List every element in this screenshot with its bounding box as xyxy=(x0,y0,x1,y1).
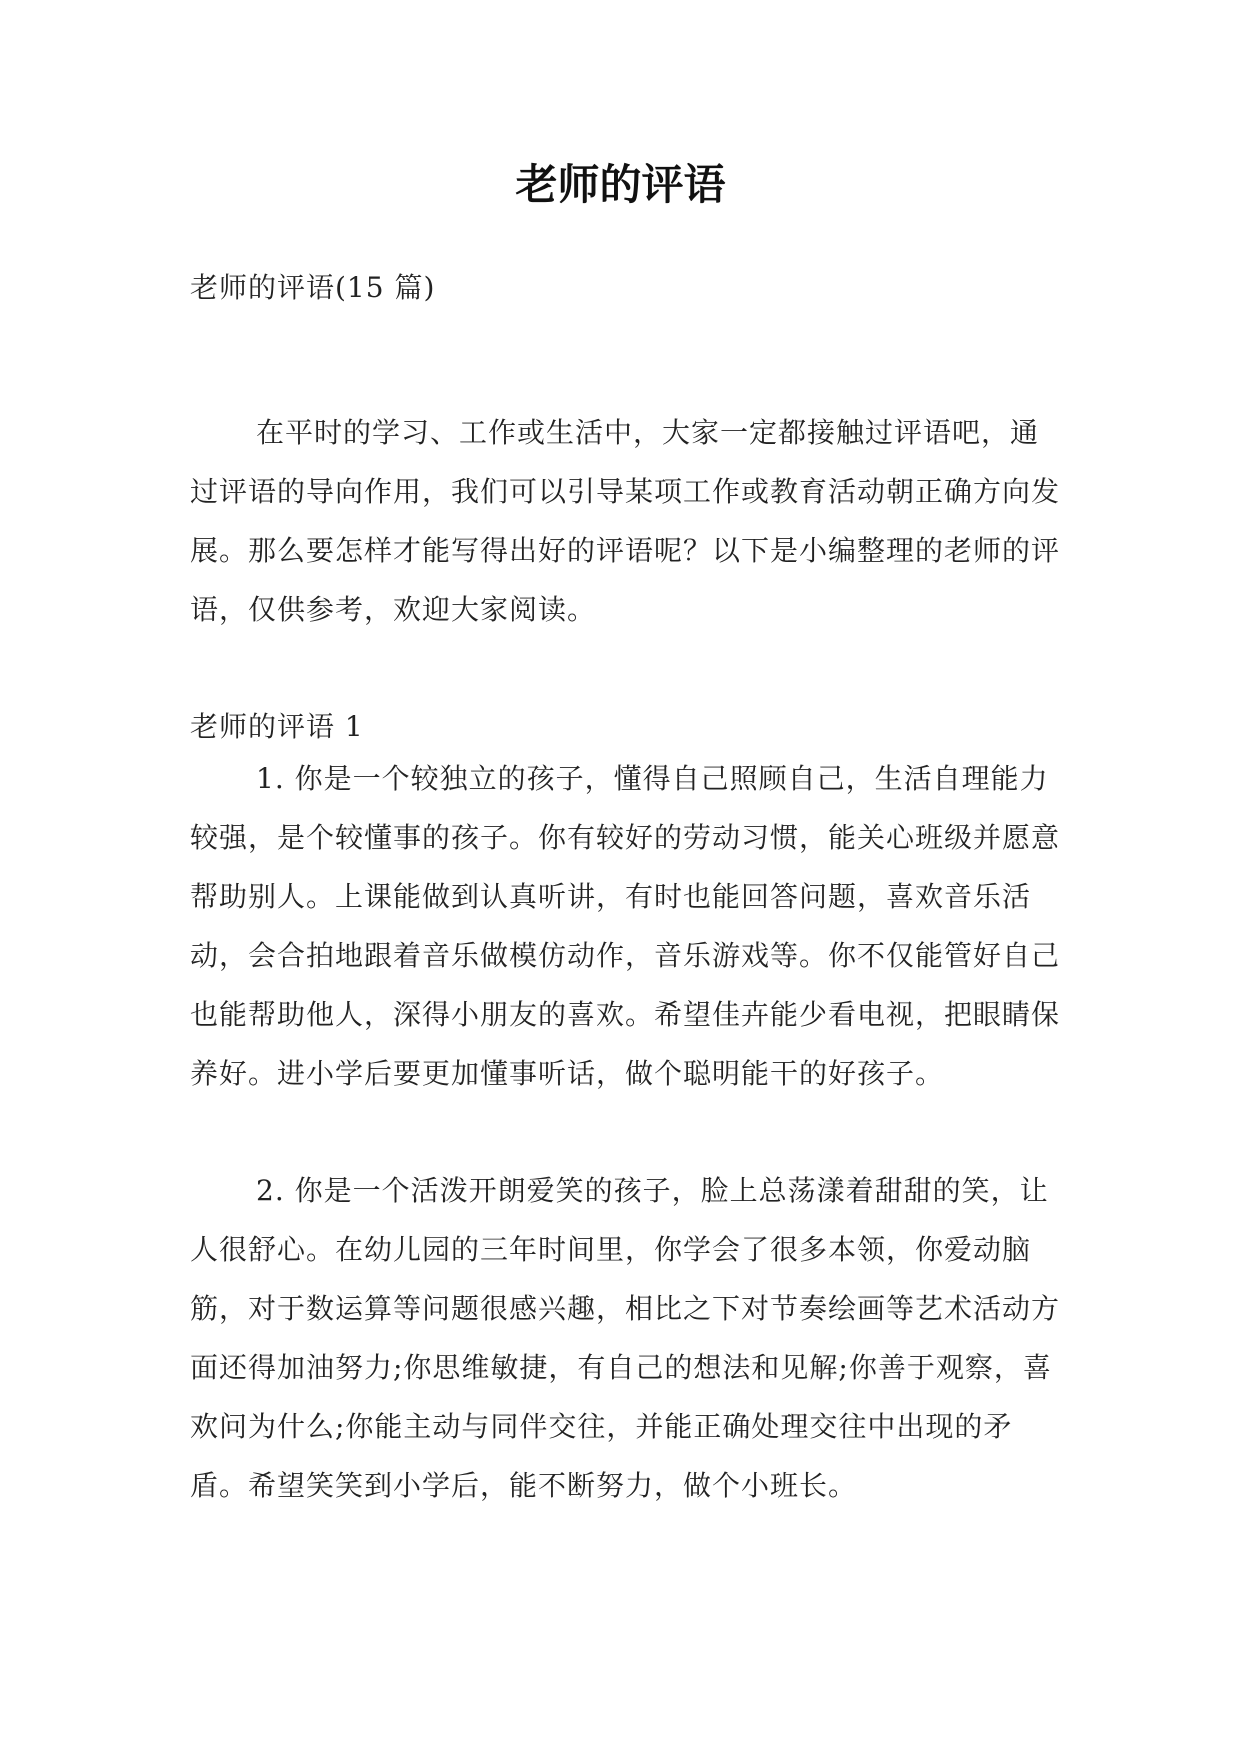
document-title: 老师的评语 xyxy=(515,160,726,209)
intro-paragraph: 在平时的学习、工作或生活中，大家一定都接触过评语吧，通过评语的导向作用，我们可以引导某项工作或教育活动朝正确方向发展。那么要怎样才能写得出好的评语呢？以下是小编整理的老师的评语，仅供参考，欢迎大家阅读。 xyxy=(190,416,1061,626)
comment-item-2: 2. 你是一个活泼开朗爱笑的孩子，脸上总荡漾着甜甜的笑，让人很舒心。在幼儿园的三年时间里，你学会了很多本领，你爱动脑筋，对于数运算等问题很感兴趣，相比之下对节奏绘画等艺术活动方面还得加油努力;你思维敏捷，有自己的想法和见解;你善于观察，喜欢问为什么;你能主动与同伴交往，并能正确处理交往中出现的矛盾。希望笑笑到小学后，能不断努力，做个小班长。 xyxy=(190,1174,1061,1502)
document-subtitle: 老师的评语(15 篇) xyxy=(190,271,436,304)
comment-item-1: 1. 你是一个较独立的孩子，懂得自己照顾自己，生活自理能力较强，是个较懂事的孩子。你有较好的劳动习惯，能关心班级并愿意帮助别人。上课能做到认真听讲，有时也能回答问题，喜欢音乐活动，会合拍地跟着音乐做模仿动作，音乐游戏等。你不仅能管好自己也能帮助他人，深得小朋友的喜欢。希望佳卉能少看电视，把眼睛保养好。进小学后要更加懂事听话，做个聪明能干的好孩子。 xyxy=(190,762,1061,1090)
section-heading: 老师的评语 1 xyxy=(190,710,364,743)
